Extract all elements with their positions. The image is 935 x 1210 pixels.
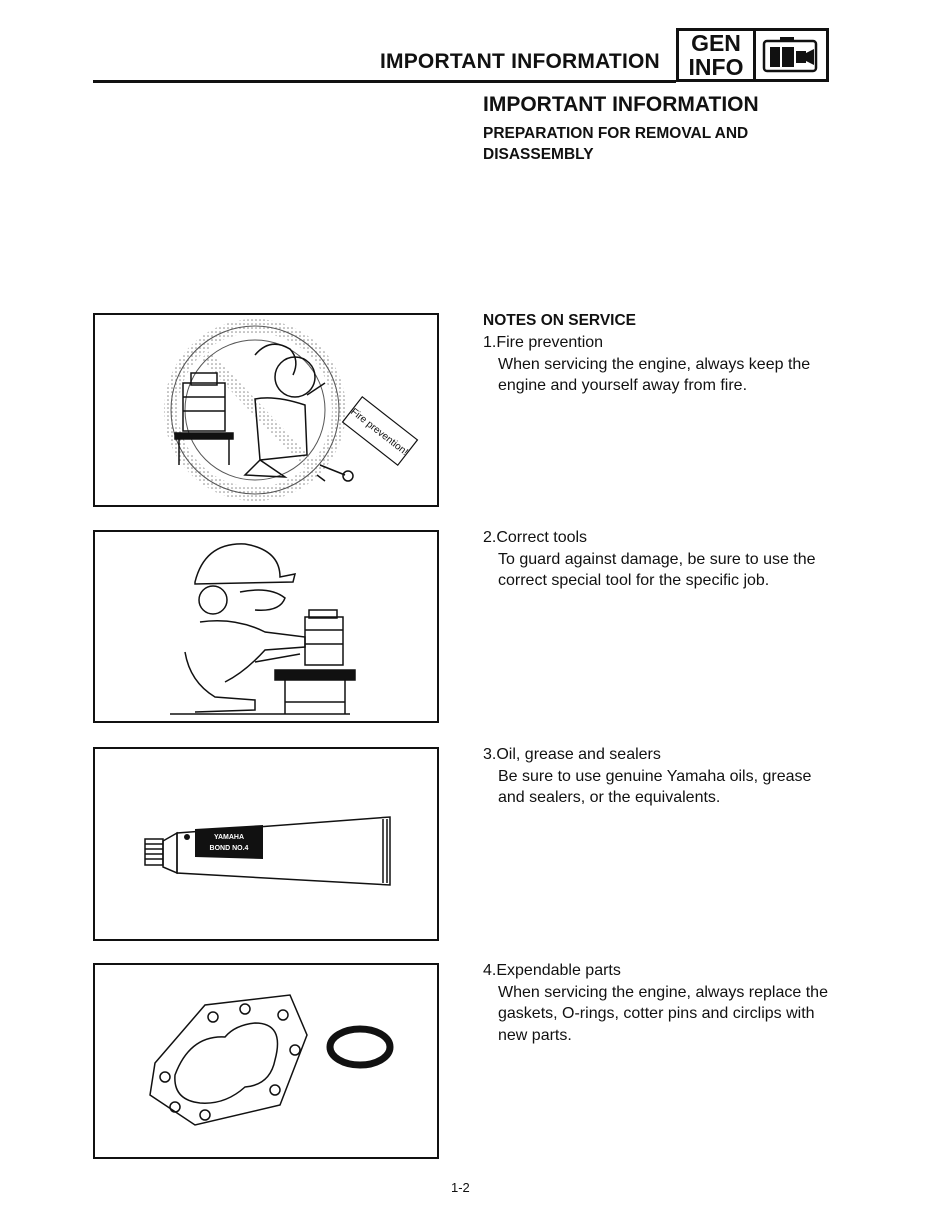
gen-info-badge [676, 28, 756, 82]
notes-heading: NOTES ON SERVICE [483, 312, 637, 329]
gasket-icon [150, 995, 307, 1125]
header-rule [93, 80, 676, 83]
o-ring-icon [330, 1029, 390, 1065]
item-title: 4.Expendable parts [483, 962, 621, 979]
fire-sign-text: Fire prevention! [348, 406, 410, 458]
tube-label-line1: YAMAHA [213, 834, 245, 841]
item-title: 3.Oil, grease and sealers [483, 746, 661, 763]
item-title: 2.Correct tools [483, 529, 588, 546]
page-number: 1-2 [451, 1180, 470, 1195]
figure-expendable-parts [93, 963, 439, 1159]
badge-line-2: INFO [688, 54, 744, 80]
item-body: When servicing the engine, always keep the engine and yourself away from fire. [498, 355, 811, 394]
mechanic-with-tool-icon [170, 544, 350, 714]
figure-correct-tools [93, 530, 439, 723]
figure-sealant-tube [93, 747, 439, 941]
item-body: To guard against damage, be sure to use the correct special tool for the specific job. [498, 550, 816, 589]
tube-label-line2: BOND NO.4 [209, 845, 249, 852]
item-title: 1.Fire prevention [483, 334, 604, 351]
fire-prevention-sign [343, 397, 418, 465]
figure-fire-prevention [93, 313, 439, 507]
yamaha-bond-label [195, 825, 263, 859]
section-subtitle: PREPARATION FOR REMOVAL AND DISASSEMBLY [483, 125, 749, 163]
item-body: When servicing the engine, always replace the gaskets, O-rings, cotter pins and circlips with new parts. [498, 983, 828, 1044]
list-item-correct-tools [483, 527, 833, 592]
section-title: IMPORTANT INFORMATION [483, 93, 759, 116]
list-item-oil-grease-sealers [483, 744, 833, 809]
no-fire-symbol-icon [171, 326, 339, 494]
engine-info-icon [756, 28, 829, 82]
list-item-fire-prevention [483, 332, 833, 397]
sealant-tube-icon [145, 817, 390, 885]
badge-line-1: GEN [691, 30, 741, 56]
header-title: IMPORTANT INFORMATION [380, 50, 660, 73]
list-item-expendable-parts [483, 960, 833, 1046]
engine-on-stand-icon [255, 610, 355, 714]
item-body: Be sure to use genuine Yamaha oils, grease and sealers, or the equivalents. [498, 767, 812, 806]
